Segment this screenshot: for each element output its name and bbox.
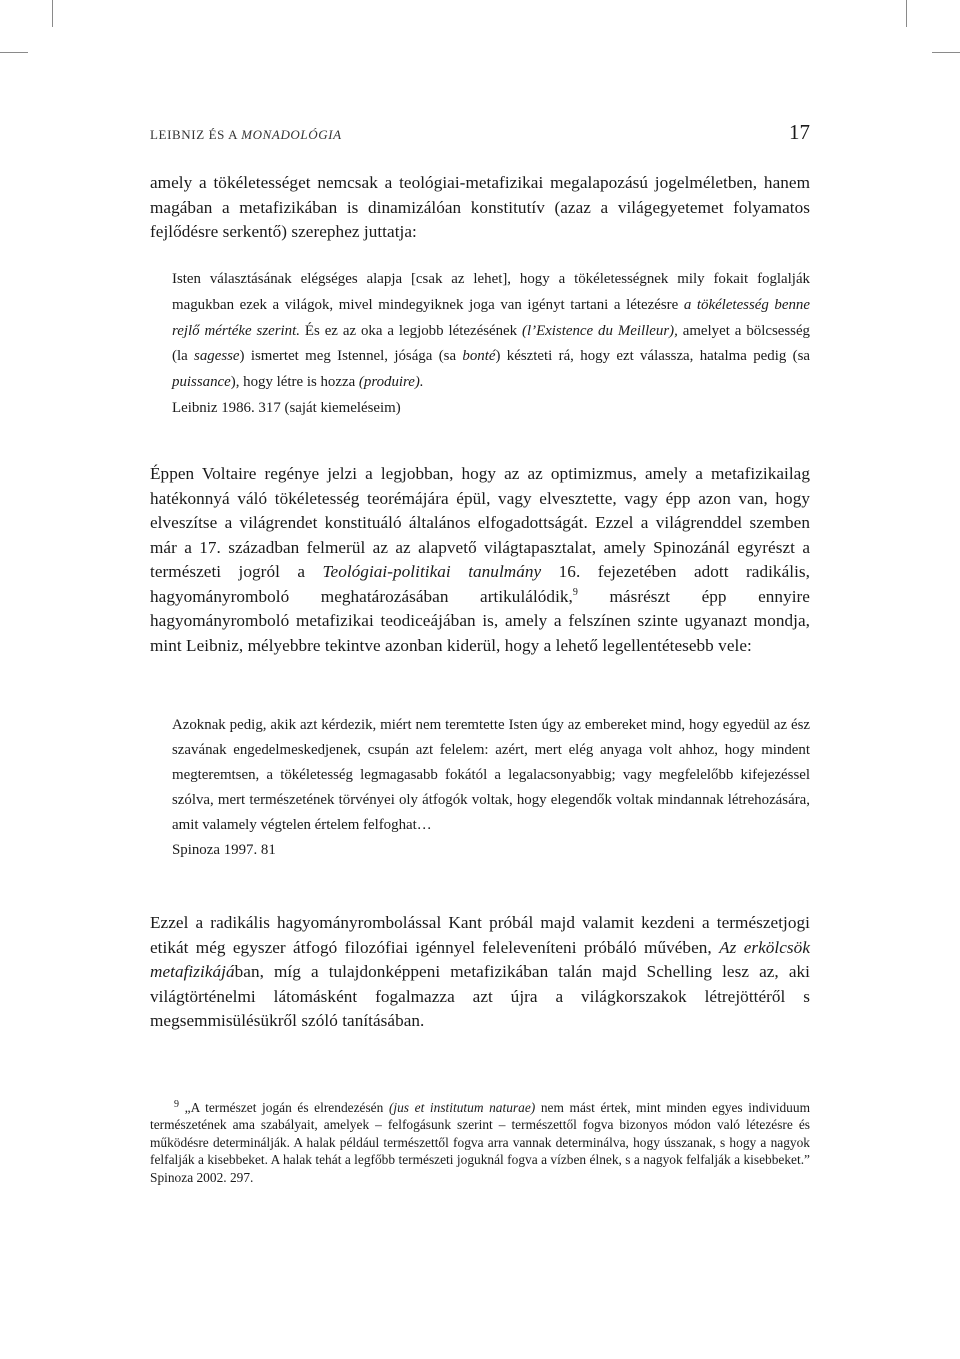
blockquote-spinoza: Azoknak pedig, akik azt kérdezik, miért nem teremtette Isten úgy az embereket mind, hogy egyedül az ész szavának engedelmeskedjenek, csupán azt felelem: azért, mert elég anyaga volt ahhoz, hogy mindent megteremtsen, a tökéletesség legmagasabb fokától a legalacsonyabbig; vagy megfelelőbb kifejezéssel szólva, mert természetének törvényei oly átfogók voltak, hogy elegendők voltak mindannak létrehozására, amit valamely végtelen értelem felfoghat… Spinoza 1997. 81 (172, 713, 810, 863)
paragraph-intro: amely a tökéletességet nemcsak a teológiai-metafizikai megalapozású jogelméletben, hanem magában a metafizikában is dinamizálóan konstitutív (azaz a világegyetemet folyamatos fejlődésre serkentő) szerephez juttatja: (150, 173, 810, 241)
blockquote-leibniz: Isten választásának elégséges alapja [csak az lehet], hogy a tökéletességnek mily fokait foglalják magukban ezek a világok, mivel mindegyiknek joga van igényt tartani a létezésre a tökéletesség benne rejlő mértéke szerint. És ez az oka a legjobb létezésének (l’Existence du Meilleur), amelyet a bölcsesség (la sagesse) ismertet meg Istennel, jósága (sa bonté) készteti rá, hogy ezt válassza, hatalma pedig (sa puissance), hogy létre is hozza (produire). Leibniz 1986. 317 (saját kiemeléseim) (172, 267, 810, 422)
quote-source-leibniz: Leibniz 1986. 317 (saját kiemeléseim) (172, 399, 401, 416)
quote-source-spinoza: Spinoza 1997. 81 (172, 842, 276, 858)
crop-mark-top-right (906, 0, 907, 27)
page-number: 17 (789, 120, 810, 144)
footnote-9: $^9$ „A természet jogán és elrendezésén (jus et institutum naturae) nem mást értek, mint minden egyes individuum természetének ama szabályait, amelyek – felfogásunk szerint – természettől fogva bizonyos módon való létezésre és működésre determinálják. A halak például természettől fogva arra vannak determinálva, hogy ússzanak, s hogy a nagyok felfalják a kisebbeket. A halak tehát a legfőbb természeti joguknál fogva a vízben élnek, s a nagyok felfalják a kisebbeket.” Spinoza 2002. 297. (150, 1099, 810, 1185)
running-header (150, 120, 810, 150)
paragraph-kant: Ezzel a radikális hagyományrombolással Kant próbál majd valamit kezdeni a természetjogi etikát még egyszer átfogó filozófiai igénnyel feleleveníteni próbáló művében, Az erkölcsök metafizikájában, míg a tulajdonképpeni metafizikában talán majd Schelling lesz az, aki világtörténelmi látomásként fogalmazza azt újra a világkorszakok létrejöttéről s megsemmisülésükről szóló tanításában. (150, 913, 810, 1030)
crop-mark-right (932, 52, 960, 53)
paragraph-voltaire: Éppen Voltaire regénye jelzi a legjobban, hogy az az optimizmus, amely a metafizikailag hatékonnyá váló tökéletesség teorémájára épül, vagy elvesztette, vagy épp azon van, hogy elveszítse a világrendet konstituáló általános elfogadottságát. Ezzel a világrenddel szemben már a 17. században felmerül az az alapvető világtapasztalat, amely Spinozánál egyrészt a természeti jogról a Teológiai-politikai tanulmány 16. fejezetében adott radikális, hagyományromboló meghatározásában artikulálódik,$^9$ másrészt épp ennyire hagyományromboló metafizikai teodiceájában is, amely a felszínen szinte ugyanazt mondja, mint Leibniz, mélyebbre tekintve azonban kiderül, hogy a lehető legellentétesebb vele: (150, 464, 810, 655)
running-head-title: LEIBNIZ ÉS A MONADOLÓGIA (150, 127, 342, 142)
crop-mark-left (0, 52, 28, 53)
footnote-marker: 9 (174, 1099, 179, 1110)
footnote-reference[interactable]: 9 (572, 586, 578, 598)
crop-mark-top-left (52, 0, 53, 27)
